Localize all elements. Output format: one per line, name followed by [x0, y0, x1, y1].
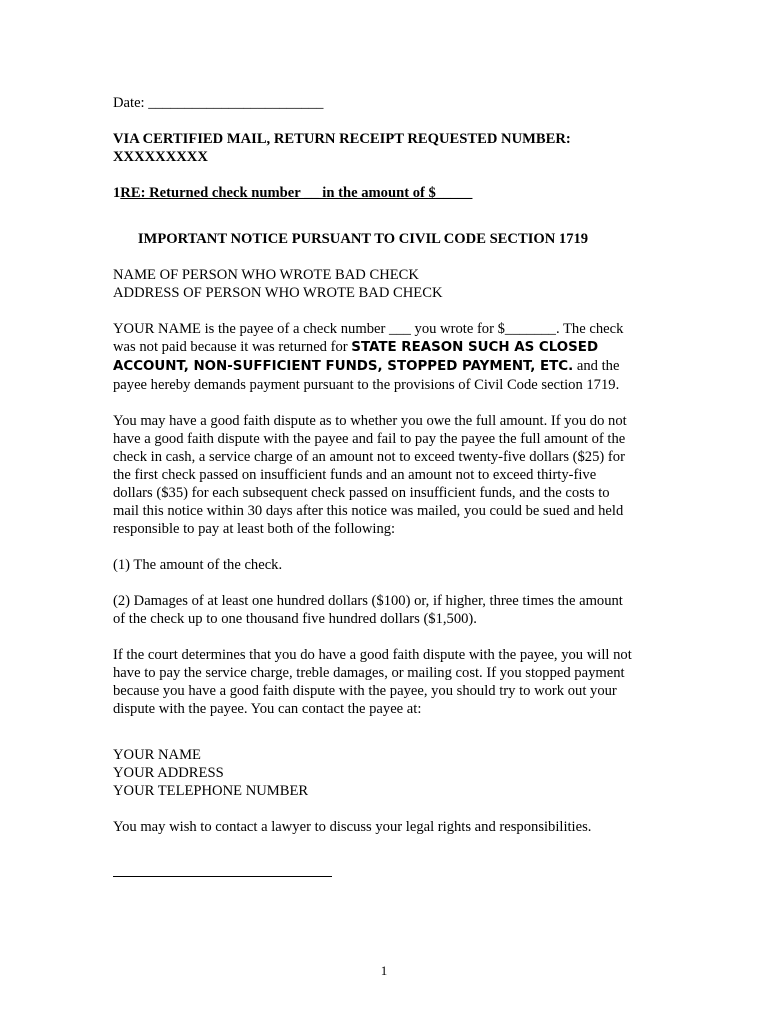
recipient-name: NAME OF PERSON WHO WROTE BAD CHECK — [113, 267, 419, 283]
payee-address: YOUR ADDRESS — [113, 765, 224, 781]
court-line: dispute with the payee. You can contact the payee at: — [113, 701, 422, 717]
dispute-line: You may have a good faith dispute as to whether you owe the full amount. If you do not — [113, 413, 627, 429]
dispute-line: responsible to pay at least both of the following: — [113, 521, 396, 537]
recipient-block — [113, 266, 653, 302]
demand-line-1: YOUR NAME is the payee of a check number ___ you wrote for $_______. The check — [113, 321, 624, 337]
demand-paragraph — [113, 320, 653, 394]
notice-heading: IMPORTANT NOTICE PURSUANT TO CIVIL CODE SECTION 1719 — [137, 231, 589, 247]
list-item-1: (1) The amount of the check. — [113, 557, 283, 573]
demand-line-3-text: and the — [573, 358, 620, 374]
payee-phone: YOUR TELEPHONE NUMBER — [113, 783, 309, 799]
lawyer-note: You may wish to contact a lawyer to discuss your legal rights and responsibilities. — [113, 819, 592, 835]
page-number: 1 — [380, 963, 388, 978]
dispute-line: dollars ($35) for each subsequent check passed on insufficient funds, and the costs to — [113, 485, 610, 501]
payee-contact-block — [113, 746, 653, 800]
list-item-2-line-1: (2) Damages of at least one hundred dollars ($100) or, if higher, three times the amount — [113, 593, 623, 609]
date-label: Date: — [113, 95, 149, 111]
court-line: have to pay the service charge, treble damages, or mailing cost. If you stopped payment — [113, 665, 625, 681]
delivery-line-1: VIA CERTIFIED MAIL, RETURN RECEIPT REQUESTED NUMBER: — [113, 131, 571, 147]
recipient-address: ADDRESS OF PERSON WHO WROTE BAD CHECK — [113, 285, 443, 301]
court-line: because you have a good faith dispute with the payee, you should try to work out your — [113, 683, 617, 699]
reason-placeholder-2: ACCOUNT, NON-SUFFICIENT FUNDS, STOPPED PAYMENT, ETC. — [113, 359, 574, 374]
date-blank: ________________________ — [148, 95, 324, 111]
payee-name: YOUR NAME — [113, 747, 201, 763]
demand-line-3 — [113, 357, 653, 376]
delivery-line-2: XXXXXXXXX — [113, 149, 208, 165]
dispute-line: the first check passed on insufficient funds and an amount not to exceed thirty-five — [113, 467, 597, 483]
re-prefix: 1 — [113, 185, 121, 201]
dispute-line: mail this notice within 30 days after this notice was mailed, you could be sued and held — [113, 503, 624, 519]
list-item-2-line-2: of the check up to one thousand five hundred dollars ($1,500). — [113, 611, 477, 627]
reason-placeholder-1: STATE REASON SUCH AS CLOSED — [351, 340, 599, 355]
letter-body — [113, 94, 653, 836]
date-line — [113, 94, 653, 112]
court-paragraph — [113, 646, 653, 718]
demand-line-2 — [113, 338, 653, 357]
dispute-line: have a good faith dispute with the payee and fail to pay the payee the full amount of the — [113, 431, 626, 447]
demand-line-2-text: was not paid because it was returned for — [113, 339, 352, 355]
dispute-paragraph — [113, 412, 653, 538]
signature-line — [113, 876, 332, 877]
court-line: If the court determines that you do have a good faith dispute with the payee, you will not — [113, 647, 632, 663]
re-text: RE: Returned check number __ in the amount of $_____ — [120, 185, 473, 201]
demand-line-4: payee hereby demands payment pursuant to the provisions of Civil Code section 1719. — [113, 377, 620, 393]
dispute-line: check in cash, a service charge of an amount not to exceed twenty-five dollars ($25) for — [113, 449, 625, 465]
delivery-method — [113, 130, 653, 166]
re-line — [113, 184, 653, 202]
list-item-2 — [113, 592, 653, 628]
